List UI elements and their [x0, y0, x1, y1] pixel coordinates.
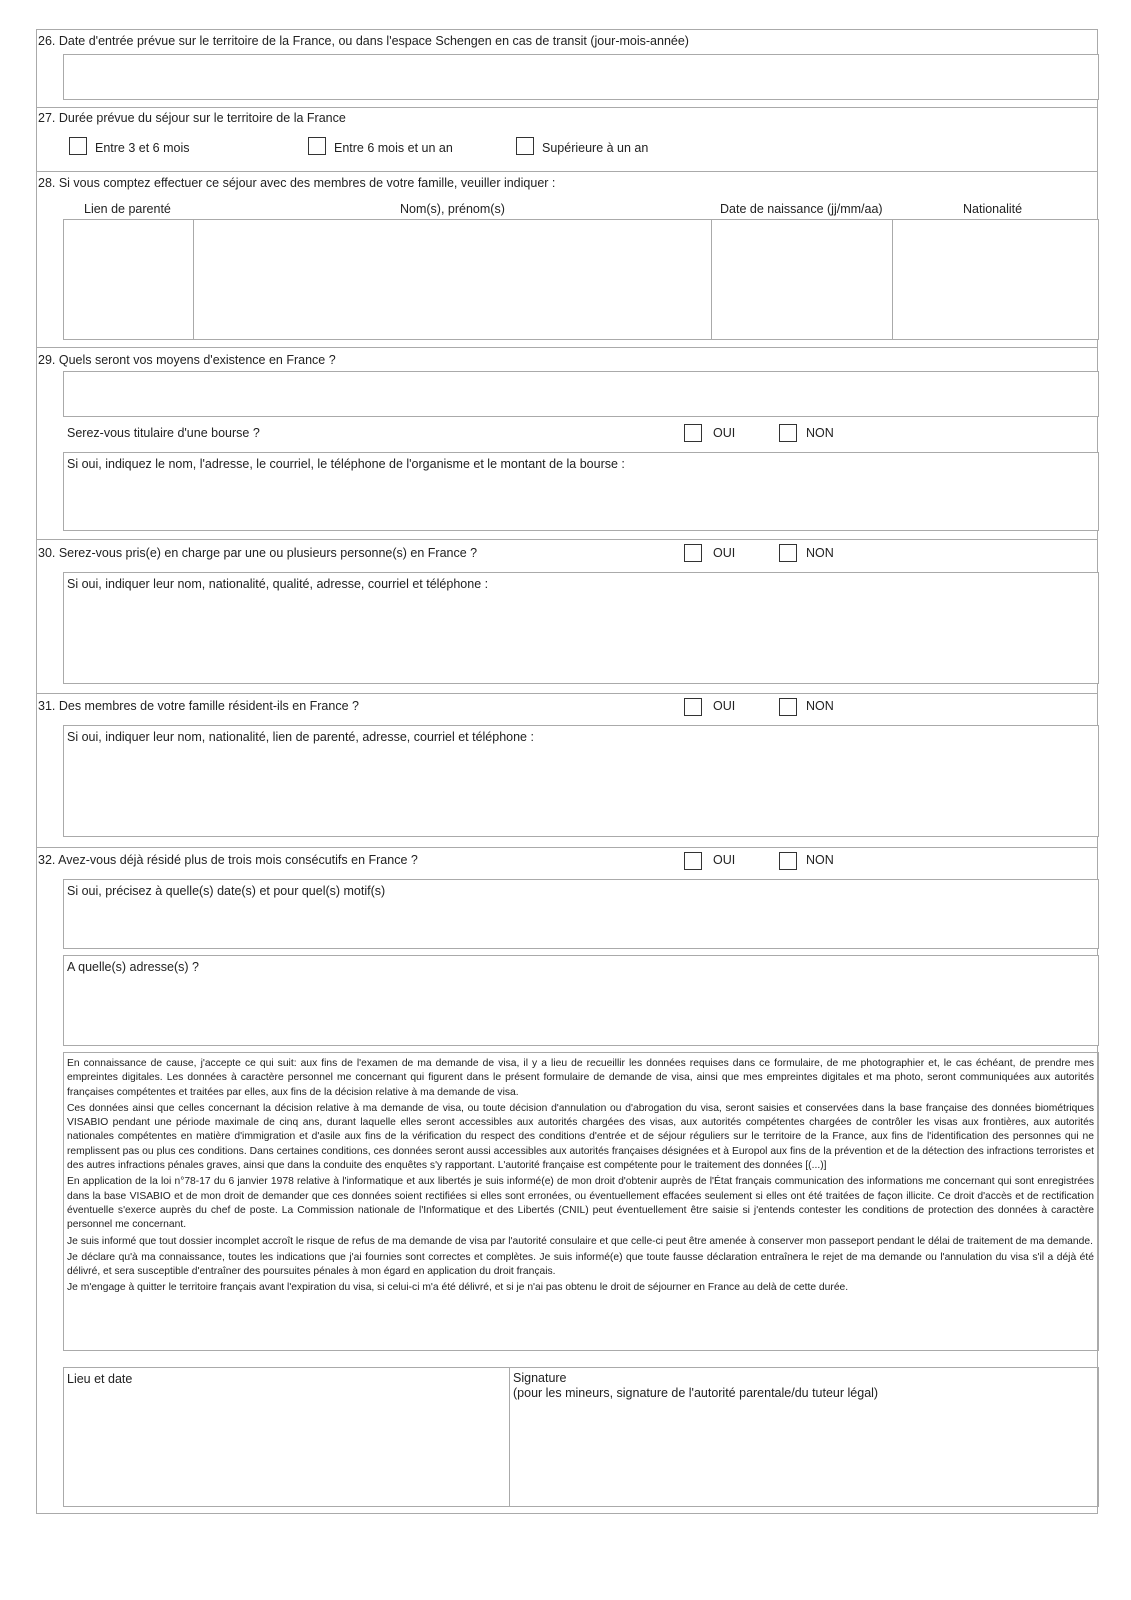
- scholarship-yes-checkbox[interactable]: [684, 424, 702, 442]
- duration-3-6-months-label: Entre 3 et 6 mois: [95, 141, 190, 155]
- previous-stay-no-label: NON: [806, 853, 834, 867]
- duration-6-12-months-checkbox[interactable]: [308, 137, 326, 155]
- q28-label: 28. Si vous comptez effectuer ce séjour avec des membres de votre famille, veuiller indiquer :: [38, 176, 556, 190]
- previous-stay-yes-label: OUI: [713, 853, 736, 867]
- sponsor-details-field[interactable]: [63, 572, 1099, 684]
- family-in-france-details-prompt: Si oui, indiquer leur nom, nationalité, lien de parenté, adresse, courriel et téléphone :: [67, 730, 534, 744]
- previous-stay-address-field[interactable]: [63, 955, 1099, 1046]
- previous-stay-address-prompt: A quelle(s) adresse(s) ?: [67, 960, 200, 974]
- scholarship-details-prompt: Si oui, indiquez le nom, l'adresse, le courriel, le téléphone de l'organisme et le montant de la bourse :: [67, 457, 625, 471]
- sponsor-yes-label: OUI: [713, 546, 736, 560]
- table-column-divider: [711, 219, 712, 340]
- duration-3-6-months-checkbox[interactable]: [69, 137, 87, 155]
- section-divider: [36, 539, 1098, 540]
- family-in-france-no-label: NON: [806, 699, 834, 713]
- legal-paragraph: En connaissance de cause, j'accepte ce qui suit: aux fins de l'examen de ma demande de visa, il y a lieu de recueillir les données requises dans ce formulaire, de me photographier et, le cas échéant, de prendre mes empreintes digitales. Les données à caractère personnel me concernant qui figurent dans le présent formulaire de demande de visa, ainsi que mes empreintes digitales et ma photo, seront communiquées aux autorités françaises compétentes et traitées par elles, aux fins de la décision relative à ma demande de visa.: [67, 1058, 1094, 1098]
- col-relationship-header: Lien de parenté: [84, 202, 171, 216]
- table-column-divider: [892, 219, 893, 340]
- q26-label: 26. Date d'entrée prévue sur le territoire de la France, ou dans l'espace Schengen en cas de transit (jour-mois-année): [38, 34, 689, 48]
- section-divider: [36, 847, 1098, 848]
- q31-label: 31. Des membres de votre famille résident-ils en France ?: [38, 699, 359, 713]
- means-of-support-field[interactable]: [63, 371, 1099, 417]
- section-divider: [36, 171, 1098, 172]
- legal-declaration: [63, 1052, 1099, 1351]
- section-divider: [36, 347, 1098, 348]
- q29-label: 29. Quels seront vos moyens d'existence en France ?: [38, 353, 336, 367]
- family-in-france-yes-label: OUI: [713, 699, 736, 713]
- legal-paragraph: Je m'engage à quitter le territoire français avant l'expiration du visa, si celui-ci m'a été délivré, et si je n'ai pas obtenu le droit de séjourner en France au delà de cette durée.: [67, 1282, 849, 1294]
- duration-over-1-year-checkbox[interactable]: [516, 137, 534, 155]
- family-nationality-cell[interactable]: [893, 220, 1098, 339]
- scholarship-no-checkbox[interactable]: [779, 424, 797, 442]
- scholarship-no-label: NON: [806, 426, 834, 440]
- section-divider: [36, 107, 1098, 108]
- sponsor-details-prompt: Si oui, indiquer leur nom, nationalité, qualité, adresse, courriel et téléphone :: [67, 577, 489, 591]
- previous-stay-no-checkbox[interactable]: [779, 852, 797, 870]
- family-in-france-details-field[interactable]: [63, 725, 1099, 837]
- section-divider: [36, 693, 1098, 694]
- family-names-cell[interactable]: [194, 220, 711, 339]
- legal-paragraph: Ces données ainsi que celles concernant la décision relative à ma demande de visa, ou toute décision d'annulation ou d'abrogation du visa, seront saisies et conservées dans la base française des données biométriques VISABIO pendant une période maximale de cinq ans, durant laquelle elles seront accessibles aux autorités chargées des visas, aux autorités compétentes chargées de contrôler les visas aux frontières, aux autorités nationales compétentes en matière d'immigration et d'asile aux fins de la vérification du respect des conditions d'entrée et de séjour réguliers sur le territoire de la France, aux fins de l'identification des personnes qui ne remplissent pas ou plus ces conditions. Dans certaines conditions, ces données seront aussi accessibles aux autorités françaises désignées et à Europol aux fins de la prévention et de la détection des infractions terroristes et des autres infractions pénales graves, ainsi que dans la conduite des enquêtes s'y rapportant. L'autorité française est compétente pour le traitement des données [(...)]: [67, 1102, 1094, 1172]
- scholarship-yes-label: OUI: [713, 426, 736, 440]
- legal-paragraph: Je déclare qu'à ma connaissance, toutes les indications que j'ai fournies sont correctes et complètes. Je suis informé(e) que toute fausse déclaration entraînera le rejet de ma demande ou l'annulation du visa s'il a déjà été délivré, et sera susceptible d'entraîner des poursuites pénales à mon égard en application du droit français.: [67, 1251, 1094, 1278]
- family-in-france-no-checkbox[interactable]: [779, 698, 797, 716]
- signature-field[interactable]: [509, 1367, 1099, 1507]
- previous-stay-dates-field[interactable]: [63, 879, 1099, 949]
- scholarship-details-field[interactable]: [63, 452, 1099, 531]
- family-in-france-yes-checkbox[interactable]: [684, 698, 702, 716]
- q30-label: 30. Serez-vous pris(e) en charge par une ou plusieurs personne(s) en France ?: [38, 546, 478, 560]
- place-date-label: Lieu et date: [67, 1372, 133, 1386]
- previous-stay-yes-checkbox[interactable]: [684, 852, 702, 870]
- family-relationship-cell[interactable]: [64, 220, 193, 339]
- sponsor-no-label: NON: [806, 546, 834, 560]
- q27-label: 27. Durée prévue du séjour sur le territoire de la France: [38, 111, 346, 125]
- table-column-divider: [193, 219, 194, 340]
- sponsor-no-checkbox[interactable]: [779, 544, 797, 562]
- family-birthdate-cell[interactable]: [712, 220, 892, 339]
- scholarship-question: Serez-vous titulaire d'une bourse ?: [67, 426, 260, 440]
- legal-paragraph: Je suis informé que tout dossier incomplet accroît le risque de refus de ma demande de visa par l'autorité consulaire et que celle-ci peut être amenée à conserver mon passeport pendant le délai de traitement de ma demande.: [67, 1235, 1093, 1247]
- entry-date-field[interactable]: [63, 54, 1099, 100]
- duration-6-12-months-label: Entre 6 mois et un an: [334, 141, 453, 155]
- col-names-header: Nom(s), prénom(s): [400, 202, 505, 216]
- legal-paragraph: En application de la loi n°78-17 du 6 janvier 1978 relative à l'informatique et aux libertés je suis informé(e) de mon droit d'obtenir auprès de l'État français communication des informations me concernant qui sont enregistrées dans la base VISABIO et de mon droit de demander que ces données soient rectifiées si elles sont erronées, ou éventuellement effacées seulement si elles ont été traitées de façon illicite. Ce droit d'accès et de rectification éventuelle s'exerce auprès du chef de poste. La Commission nationale de l'Informatique et des Libertés (CNIL) peut éventuellement être saisie si j'entends contester les conditions de protection des données à caractère personnel me concernant.: [67, 1176, 1094, 1231]
- sponsor-yes-checkbox[interactable]: [684, 544, 702, 562]
- place-date-field[interactable]: [63, 1367, 510, 1507]
- previous-stay-dates-prompt: Si oui, précisez à quelle(s) date(s) et pour quel(s) motif(s): [67, 884, 386, 898]
- col-birthdate-header: Date de naissance (jj/mm/aa): [720, 202, 883, 216]
- col-nationality-header: Nationalité: [963, 202, 1023, 216]
- q32-label: 32. Avez-vous déjà résidé plus de trois mois consécutifs en France ?: [38, 853, 418, 867]
- signature-note: (pour les mineurs, signature de l'autorité parentale/du tuteur légal): [513, 1386, 879, 1400]
- duration-over-1-year-label: Supérieure à un an: [542, 141, 649, 155]
- signature-label: Signature: [513, 1371, 567, 1385]
